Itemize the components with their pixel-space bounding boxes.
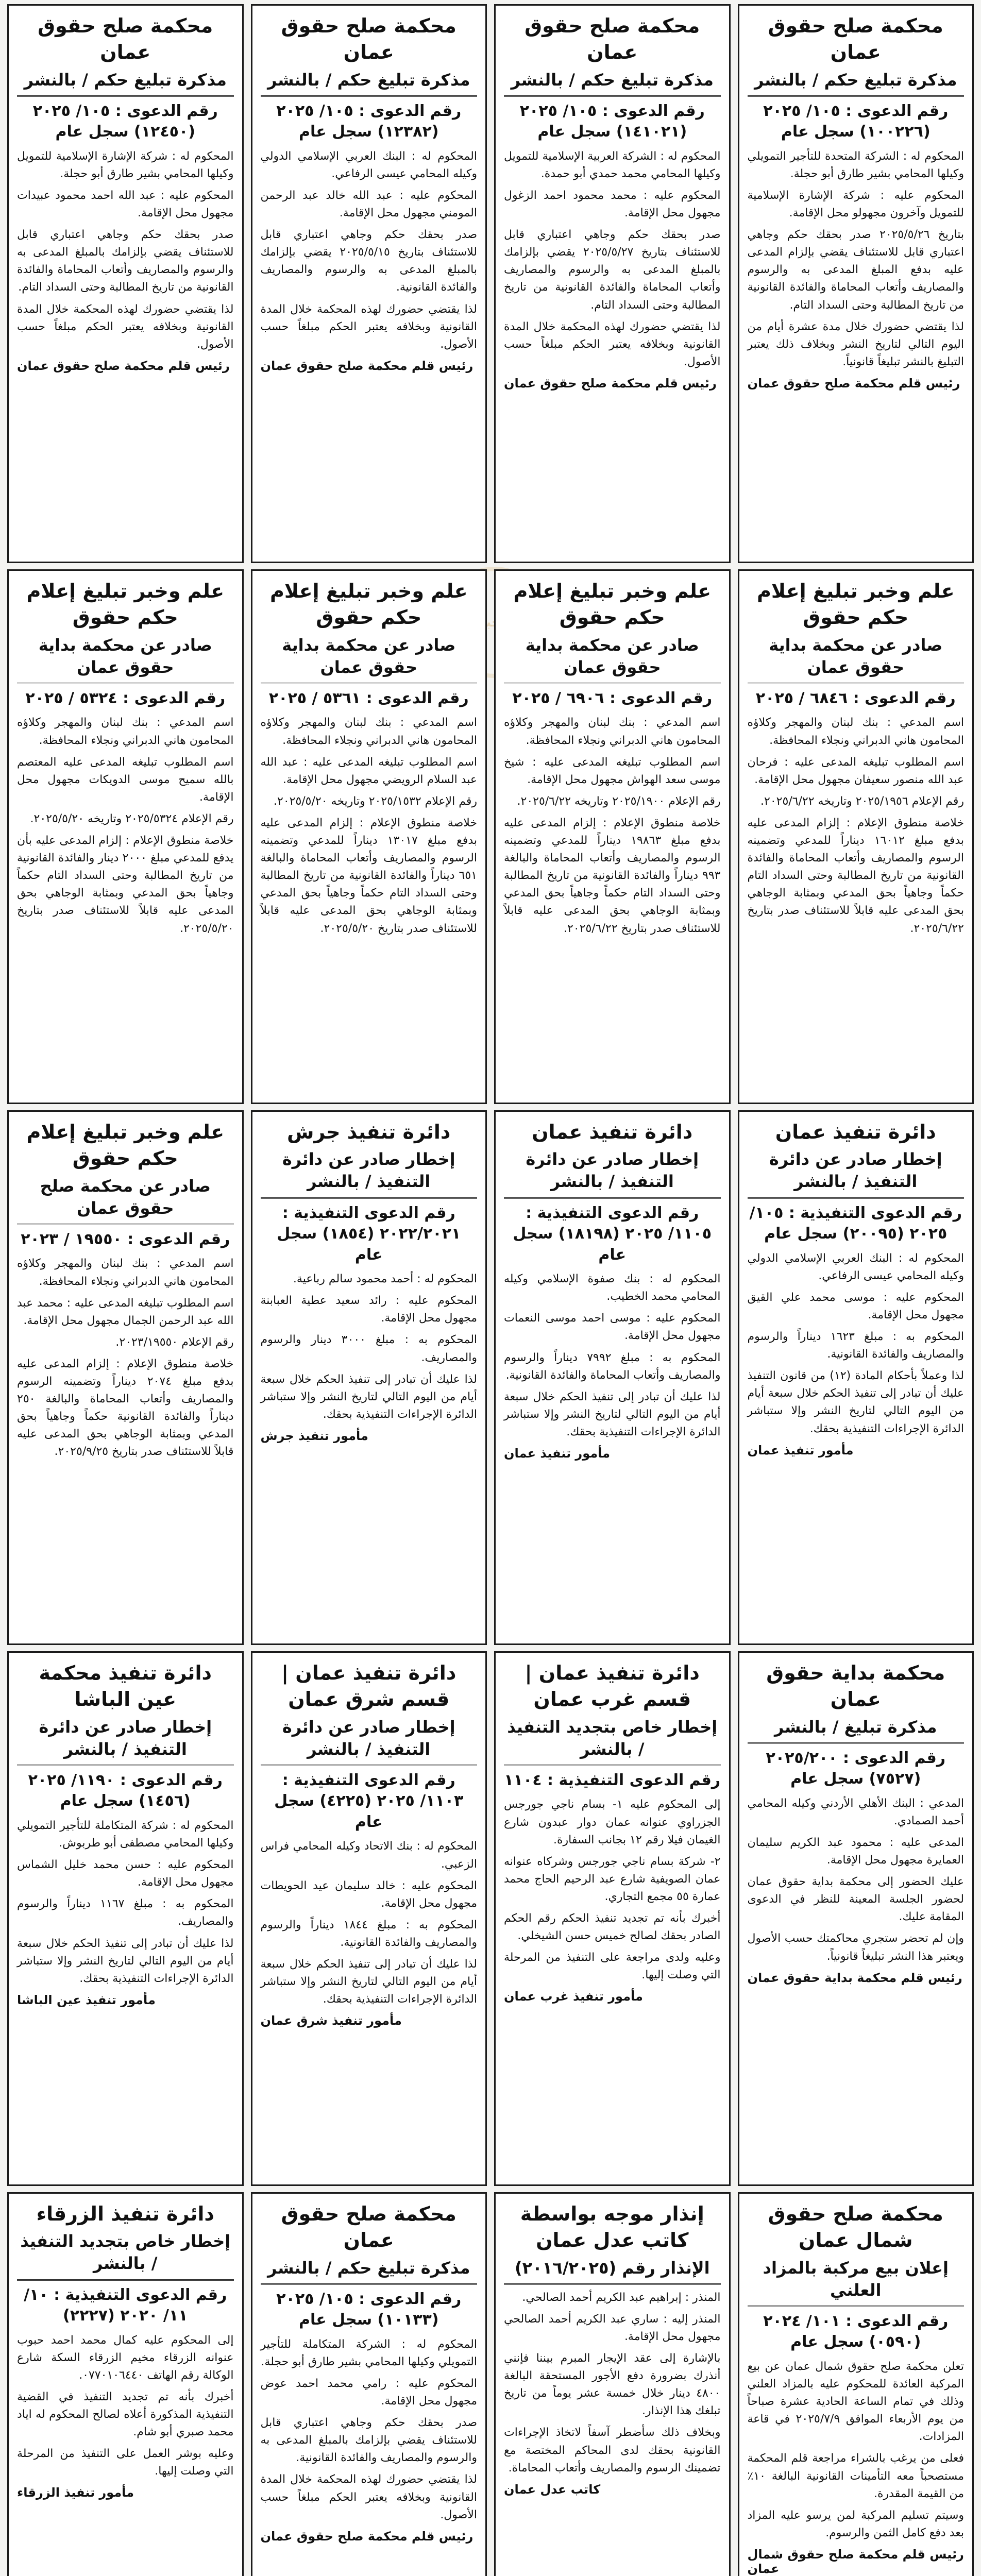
notice-case-number: رقم الدعوى : ١٠٥/ ٢٠٢٥ (١٢٣٨٢) سجل عام bbox=[276, 101, 462, 141]
notice-court: دائرة تنفيذ عمان | قسم شرق عمان bbox=[281, 1662, 456, 1711]
notice-paragraph: أخبرك بأنه تم تجديد التنفيذ في القضية التنفيذية المذكورة أعلاه لصالح المحكوم له اياد محمد صبري أبو شام. bbox=[17, 2390, 234, 2439]
notice-paragraph: وعليه بوشر العمل على التنفيذ من المرحلة التي وصلت إليها. bbox=[17, 2447, 234, 2478]
notice-body bbox=[261, 148, 478, 353]
notice-paragraph: المنذر : إبراهيم عبد الكريم أحمد الصالحي. bbox=[522, 2291, 721, 2304]
legal-notice bbox=[7, 1110, 244, 1645]
notice-paragraph: المحكوم عليه : رائد سعيد عطية العبابنة مجهول محل الإقامة. bbox=[260, 1294, 477, 1325]
legal-notice bbox=[738, 1651, 974, 2186]
notice-paragraph: لذا يقتضي حضورك لهذه المحكمة خلال المدة القانونية وبخلافه يعتبر الحكم مبلغاً حسب الأصول. bbox=[504, 320, 721, 368]
notice-paragraph: المدعى عليه : محمود عبد الكريم سليمان العمايرة مجهول محل الإقامة. bbox=[747, 1836, 964, 1867]
notice-court: دائرة تنفيذ عمان | قسم غرب عمان bbox=[525, 1662, 700, 1711]
notice-paragraph: اسم المطلوب تبليغه المدعى عليه المعتصم بالله سميح موسى الدويكات مجهول محل الإقامة. bbox=[17, 755, 234, 804]
notice-type: إخطار صادر عن دائرة التنفيذ / بالنشر bbox=[504, 1148, 721, 1198]
notice-court: محكمة بداية حقوق عمان bbox=[766, 1662, 945, 1711]
notice-paragraph: المحكوم به : مبلغ ١٦٢٣ ديناراً والرسوم والمصاريف والفائدة القانونية. bbox=[747, 1330, 964, 1361]
notice-case-number: رقم الدعوى : ٢٠٢٥/٢٠٠ (٧٥٢٧) سجل عام bbox=[766, 1749, 946, 1788]
notice-paragraph: لذا عليك أن تبادر إلى تنفيذ الحكم خلال سبعة أيام من اليوم التالي لتاريخ النشر وإلا ستباشر الدائرة الإجراءات التنفيذية بحقك. bbox=[260, 1372, 477, 1421]
notice-signature: رئيس قلم محكمة بداية حقوق عمان bbox=[747, 1970, 962, 1985]
notice-paragraph: المحكوم له : البنك العربي الإسلامي الدولي وكيله المحامي عيسى الرفاعي. bbox=[747, 1251, 964, 1282]
notice-court: إنذار موجه بواسطة كاتب عدل عمان bbox=[520, 2202, 704, 2252]
notice-paragraph: لذا يقتضي حضورك خلال مدة عشرة أيام من اليوم التالي لتاريخ النشر وبخلاف ذلك يعتبر التبليغ بالنشر تبليغاً قانونياً. bbox=[747, 320, 964, 368]
notice-body bbox=[748, 1795, 965, 1965]
notice-body bbox=[504, 714, 721, 937]
notice-paragraph: وإن لم تحضر ستجري محاكمتك حسب الأصول ويعتبر هذا النشر تبليغاً قانونياً. bbox=[747, 1932, 964, 1963]
legal-notice bbox=[738, 569, 974, 1104]
legal-notice bbox=[251, 2192, 487, 2576]
notice-court: علم وخبر تبليغ إعلام حكم حقوق bbox=[756, 580, 955, 629]
legal-notice bbox=[251, 1110, 487, 1645]
notice-paragraph: اسم المدعي : بنك لبنان والمهجر وكلاؤه المحامون هاني الدبراني ونجلاء المحافظة. bbox=[747, 716, 964, 747]
notice-paragraph: صدر بحقك حكم وجاهي اعتباري قابل للاستئناف بتاريخ ٢٠٢٥/٥/١٥ يقضي بإلزامك بالمبلغ المدعى به والرسوم والمصاريف والفائدة القانونية. bbox=[260, 228, 477, 294]
notice-type: صادر عن محكمة بداية حقوق عمان bbox=[17, 634, 234, 684]
legal-notice bbox=[494, 1110, 731, 1645]
legal-notice bbox=[494, 4, 731, 563]
notice-paragraph: اسم المدعي : بنك لبنان والمهجر وكلاؤه المحامون هاني الدبراني ونجلاء المحافظة. bbox=[504, 716, 721, 747]
notice-paragraph: المحكوم له : بنك صفوة الإسلامي وكيله المحامي محمد الخطيب. bbox=[504, 1273, 721, 1303]
notice-paragraph: صدر بحقك حكم وجاهي اعتباري قابل للاستئناف يقضي بإلزامك بالمبلغ المدعى به والرسوم والمصاريف وأتعاب المحاماة والفائدة القانونية من تاريخ المطالبة وحتى السداد التام. bbox=[17, 228, 234, 294]
notice-type: إخطار صادر عن دائرة التنفيذ / بالنشر bbox=[261, 1148, 478, 1198]
notice-paragraph: اسم المطلوب تبليغه المدعى عليه : شيخ موسى سعد الهواش مجهول محل الإقامة. bbox=[504, 755, 721, 786]
notice-type: صادر عن محكمة صلح حقوق عمان bbox=[17, 1175, 234, 1225]
notice-paragraph: المحكوم له : الشركة المتحدة للتأجير التمويلي وكيلها المحامي بشير طارق أبو حجلة. bbox=[747, 149, 964, 180]
notice-case-number: رقم الدعوى التنفيذية : ١١٠٥/ ٢٠٢٥ (١٨١٩٨) سجل عام bbox=[513, 1204, 712, 1264]
notice-signature: رئيس قلم محكمة صلح حقوق عمان bbox=[260, 2529, 473, 2544]
notice-paragraph: المحكوم له : البنك العربي الإسلامي الدولي وكيله المحامي عيسى الرفاعي. bbox=[260, 149, 477, 180]
legal-notice bbox=[494, 569, 731, 1104]
notice-paragraph: المحكوم عليه : محمد محمود احمد الزغول مجهول محل الإقامة. bbox=[504, 189, 721, 220]
notice-signature: مأمور تنفيذ شرق عمان bbox=[260, 2013, 402, 2028]
notice-paragraph: المحكوم له : أحمد محمود سالم رباعية. bbox=[293, 1273, 477, 1286]
notice-signature: مأمور تنفيذ جرش bbox=[260, 1428, 368, 1443]
notice-type: إعلان بيع مركبة بالمزاد العلني bbox=[748, 2257, 965, 2307]
notice-body bbox=[504, 1270, 721, 1441]
notice-court: دائرة تنفيذ عمان bbox=[532, 1121, 693, 1143]
notice-body bbox=[17, 1817, 234, 1988]
notice-case-number: رقم الدعوى التنفيذية : ١٠/ ١١/ ٢٠٢٠ (٢٢٢٧) bbox=[24, 2285, 227, 2325]
notice-paragraph: لذا يقتضي حضورك لهذه المحكمة خلال المدة القانونية وبخلافه يعتبر الحكم مبلغاً حسب الأصول. bbox=[260, 2473, 477, 2521]
notice-body bbox=[748, 148, 965, 371]
notice-type: إخطار خاص بتجديد التنفيذ / بالنشر bbox=[17, 2230, 234, 2280]
notice-type: صادر عن محكمة بداية حقوق عمان bbox=[504, 634, 721, 684]
notice-paragraph: المدعي : البنك الأهلي الأردني وكيله المحامي أحمد الصمادي. bbox=[747, 1797, 964, 1827]
notice-paragraph: لذا يقتضي حضورك لهذه المحكمة خلال المدة القانونية وبخلافه يعتبر الحكم مبلغاً حسب الأصول. bbox=[260, 302, 477, 351]
notice-paragraph: خلاصة منطوق الإعلام : إلزام المدعى عليه بدفع مبلغ ١٩٨٦٣ ديناراً للمدعي وتضمينه الرسوم والمصاريف وأتعاب المحاماة والبالغة ٩٩٣ ديناراً والفائدة القانونية من تاريخ المطالبة وحتى السداد التام حكماً وجاهياً بحق المدعي وبمثابة الوجاهي بحق المدعى عليه قابلاً للاستئناف صدر بتاريخ ٢٠٢٥/٦/٢٢. bbox=[504, 816, 721, 935]
notice-paragraph: المحكوم عليه : رامي محمد احمد عوض مجهول محل الإقامة. bbox=[260, 2377, 477, 2408]
notice-body bbox=[748, 2358, 965, 2542]
notice-paragraph: رقم الإعلام ٢٠٢٥/١٩٠٠ وتاريخه ٢٠٢٥/٦/٢٢. bbox=[517, 794, 721, 808]
notice-body bbox=[17, 148, 234, 353]
legal-notice bbox=[494, 2192, 731, 2576]
notice-paragraph: وسيتم تسليم المركبة لمن يرسو عليه المزاد بعد دفع كامل الثمن والرسوم. bbox=[747, 2509, 964, 2539]
notice-case-number: رقم الدعوى : ١٩٥٥٠ / ٢٠٢٣ bbox=[21, 1230, 230, 1248]
notice-court: محكمة صلح حقوق عمان bbox=[768, 14, 943, 64]
notice-court: محكمة صلح حقوق عمان bbox=[281, 2202, 456, 2252]
notices-row bbox=[7, 2192, 974, 2576]
notice-paragraph: المحكوم عليه : عبد الله احمد محمود عبيدات مجهول محل الإقامة. bbox=[17, 189, 234, 220]
notice-signature: مأمور تنفيذ عمان bbox=[504, 1446, 611, 1461]
notice-paragraph: المحكوم له : بنك الاتحاد وكيله المحامي فراس الزعبي. bbox=[260, 1840, 477, 1871]
notices-row bbox=[7, 1110, 974, 1645]
notice-paragraph: المحكوم به : مبلغ ٣٠٠٠ دينار والرسوم والمصاريف. bbox=[260, 1333, 478, 1364]
notice-court: علم وخبر تبليغ إعلام حكم حقوق bbox=[26, 1121, 225, 1170]
notice-paragraph: إلى المحكوم عليه ١- بسام ناجي جورجس الجزراوي عنوانه عمان دوار عبدون شارع الغيمان فيلا رقم ١٢ بجانب السفارة. bbox=[504, 1798, 721, 1846]
notice-type: إخطار صادر عن دائرة التنفيذ / بالنشر bbox=[748, 1148, 965, 1198]
notice-body bbox=[261, 2336, 478, 2524]
notice-type: إخطار صادر عن دائرة التنفيذ / بالنشر bbox=[17, 1716, 234, 1766]
notice-court: محكمة صلح حقوق عمان bbox=[281, 14, 456, 64]
notice-case-number: رقم الدعوى : ١٠٥/ ٢٠٢٥ (١٠١٣٣) سجل عام bbox=[276, 2290, 462, 2329]
notice-paragraph: خلاصة منطوق الإعلام : إلزام المدعى عليه بأن يدفع للمدعي مبلغ ٢٠٠٠ دينار والفائدة القانونية من تاريخ المطالبة وحتى السداد التام حكماً وجاهياً بحق المدعي وبمثابة الوجاهي بحق المدعى عليه قابلاً للاستئناف صدر بتاريخ ٢٠٢٥/٥/٢٠. bbox=[17, 834, 234, 935]
notice-paragraph: خلاصة منطوق الإعلام : إلزام المدعى عليه بدفع مبلغ ١٦٠١٢ ديناراً للمدعي وتضمينه الرسوم والمصاريف وأتعاب المحاماة والفائدة القانونية من تاريخ المطالبة وحتى السداد التام حكماً وجاهياً بحق المدعي وبمثابة الوجاهي بحق المدعى عليه قابلاً للاستئناف صدر بتاريخ ٢٠٢٥/٦/٢٢. bbox=[747, 816, 964, 935]
notice-court: محكمة صلح حقوق عمان bbox=[38, 14, 213, 64]
notices-row bbox=[7, 1651, 974, 2186]
notice-paragraph: اسم المدعي : بنك لبنان والمهجر وكلاؤه المحامون هاني الدبراني ونجلاء المحافظة. bbox=[17, 716, 234, 747]
legal-notice bbox=[738, 2192, 974, 2576]
notice-signature: رئيس قلم محكمة صلح حقوق عمان bbox=[747, 376, 960, 391]
notice-paragraph: المحكوم عليه : عبد الله خالد عبد الرحمن المومني مجهول محل الإقامة. bbox=[260, 189, 477, 220]
notice-type: صادر عن محكمة بداية حقوق عمان bbox=[748, 634, 965, 684]
notice-signature: مأمور تنفيذ غرب عمان bbox=[504, 1989, 643, 2004]
legal-notice bbox=[738, 4, 974, 563]
notice-paragraph: لذا عليك أن تبادر إلى تنفيذ الحكم خلال سبعة أيام من اليوم التالي لتاريخ النشر وإلا ستباشر الدائرة الإجراءات التنفيذية بحقك. bbox=[260, 1958, 477, 2006]
notice-paragraph: المحكوم له : شركة الإشارة الإسلامية للتمويل وكيلها المحامي بشير طارق أبو حجلة. bbox=[17, 149, 234, 180]
notice-type: إخطار صادر عن دائرة التنفيذ / بالنشر bbox=[261, 1716, 478, 1766]
notice-paragraph: المنذر إليه : ساري عبد الكريم أحمد الصالحي مجهول محل الإقامة. bbox=[504, 2312, 721, 2343]
notice-paragraph: عليك الحضور إلى محكمة بداية حقوق عمان لحضور الجلسة المعينة للنظر في الدعوى المقامة عليك. bbox=[747, 1875, 964, 1924]
notice-case-number: رقم الدعوى : ٦٨٤٦ / ٢٠٢٥ bbox=[755, 689, 956, 707]
notice-paragraph: فعلى من يرغب بالشراء مراجعة قلم المحكمة مستصحباً معه التأمينات القانونية البالغة ١٠٪ من القيمة المقدرة. bbox=[747, 2452, 964, 2500]
notice-paragraph: لذا عليك أن تبادر إلى تنفيذ الحكم خلال سبعة أيام من اليوم التالي لتاريخ النشر وإلا ستباشر الدائرة الإجراءات التنفيذية بحقك. bbox=[504, 1390, 721, 1438]
notice-body bbox=[17, 2332, 234, 2481]
notice-case-number: رقم الدعوى التنفيذية : ١١٠٣/ ٢٠٢٥ (٤٢٢٥) سجل عام bbox=[274, 1771, 464, 1831]
notice-body bbox=[504, 2289, 721, 2477]
notice-signature: مأمور تنفيذ الزرقاء bbox=[17, 2485, 134, 2500]
notice-paragraph: المحكوم به : مبلغ ١٨٤٤ ديناراً والرسوم والمصاريف والفائدة القانونية. bbox=[260, 1918, 477, 1949]
notice-type: مذكرة تبليغ حكم / بالنشر bbox=[504, 69, 721, 97]
notice-body bbox=[261, 1270, 478, 1423]
notice-type: إخطار خاص بتجديد التنفيذ / بالنشر bbox=[504, 1716, 721, 1766]
legal-notice bbox=[251, 569, 487, 1104]
notice-paragraph: ٢- شركة بسام ناجي جورجس وشركاه عنوانه عمان الصويفية شارع عبد الرحيم الحاج محمد عمارة ٥٥ مجمع التجاري. bbox=[504, 1855, 721, 1903]
notice-signature: رئيس قلم محكمة صلح حقوق عمان bbox=[17, 358, 230, 373]
legal-notice bbox=[7, 1651, 244, 2186]
notice-type: مذكرة تبليغ حكم / بالنشر bbox=[261, 2257, 478, 2285]
notice-paragraph: تعلن محكمة صلح حقوق شمال عمان عن بيع المركبة العائدة للمحكوم عليه بالمزاد العلني وذلك في تمام الساعة الحادية عشرة صباحاً من يوم الأربعاء الموافق ٢٠٢٥/٧/٩ في قاعة المزادات. bbox=[747, 2360, 964, 2444]
notice-body bbox=[504, 148, 721, 371]
notice-paragraph: المحكوم عليه : خالد سليمان عيد الحويطات مجهول محل الإقامة. bbox=[260, 1879, 477, 1910]
notice-paragraph: وبخلاف ذلك سأضطر آسفاً لاتخاذ الإجراءات القانونية بحقك لدى المحاكم المختصة مع تضمينك الرسوم والمصاريف وأتعاب المحاماة. bbox=[504, 2426, 721, 2475]
legal-notice bbox=[494, 1651, 731, 2186]
notice-paragraph: بتاريخ ٢٠٢٥/٥/٢٦ صدر بحقك حكم وجاهي اعتباري قابل للاستئناف يقضي بإلزام المدعى عليه بدفع المبلغ المدعى به والرسوم والمصاريف وأتعاب المحاماة والفائدة القانونية من تاريخ المطالبة وحتى السداد التام. bbox=[747, 228, 964, 312]
notice-case-number: رقم الدعوى : ١١٩٠/ ٢٠٢٥ (١٤٥٦) سجل عام bbox=[28, 1771, 223, 1810]
notice-case-number: رقم الدعوى التنفيذية : ٢٠٢٢/٢٠٢١ (١٨٥٤) سجل عام bbox=[277, 1204, 461, 1264]
notice-paragraph: إلى المحكوم عليه كمال محمد احمد حبوب عنوانه الزرقاء مخيم الزرقاء السكة شارع الوكالة رقم الهاتف ٠٧٧٠١٠٦٤٤٠. bbox=[17, 2333, 234, 2382]
legal-notice bbox=[7, 2192, 244, 2576]
notice-case-number: رقم الدعوى : ١٠٥/ ٢٠٢٥ (١٤١٠٢١) سجل عام bbox=[519, 101, 705, 141]
notice-court: دائرة تنفيذ الزرقاء bbox=[36, 2202, 214, 2225]
notice-signature: رئيس قلم محكمة صلح حقوق عمان bbox=[260, 358, 473, 373]
notice-court: علم وخبر تبليغ إعلام حكم حقوق bbox=[269, 580, 468, 629]
notice-case-number: رقم الدعوى التنفيذية : ١١٠٤ bbox=[504, 1771, 721, 1789]
notice-type: صادر عن محكمة بداية حقوق عمان bbox=[261, 634, 478, 684]
notice-paragraph: صدر بحقك حكم وجاهي اعتباري قابل للاستئناف بتاريخ ٢٠٢٥/٥/٢٧ يقضي بإلزامك بالمبلغ المدعى به والرسوم والمصاريف وأتعاب المحاماة والفائدة القانونية من تاريخ المطالبة وحتى السداد التام. bbox=[504, 228, 721, 312]
notice-type: مذكرة تبليغ حكم / بالنشر bbox=[261, 69, 478, 97]
notice-case-number: رقم الدعوى : ١٠٥/ ٢٠٢٥ (١٢٤٥٠) سجل عام bbox=[32, 101, 218, 141]
notice-signature: رئيس قلم محكمة صلح حقوق شمال عمان bbox=[747, 2547, 964, 2576]
notice-signature: رئيس قلم محكمة صلح حقوق عمان bbox=[504, 376, 717, 391]
notice-body bbox=[17, 1255, 234, 1461]
notice-paragraph: المحكوم له : الشركة المتكاملة للتأجير التمويلي وكيلها المحامي بشير طارق أبو حجلة. bbox=[260, 2337, 477, 2368]
notice-paragraph: المحكوم عليه : شركة الإشارة الإسلامية للتمويل وآخرون مجهولو محل الإقامة. bbox=[747, 189, 964, 220]
legal-notice bbox=[7, 4, 244, 563]
notice-court: دائرة تنفيذ محكمة عين الباشا bbox=[39, 1662, 212, 1711]
notice-case-number: رقم الدعوى : ٦٩٠٦ / ٢٠٢٥ bbox=[512, 689, 713, 707]
notice-type: مذكرة تبليغ حكم / بالنشر bbox=[17, 69, 234, 97]
notice-signature: مأمور تنفيذ عين الباشا bbox=[17, 1992, 156, 2007]
notice-signature: كاتب عدل عمان bbox=[504, 2482, 601, 2497]
notice-body bbox=[504, 1796, 721, 1984]
notice-body bbox=[261, 1838, 478, 2008]
notices-row bbox=[7, 4, 974, 563]
notice-type: مذكرة تبليغ / بالنشر bbox=[748, 1716, 965, 1744]
notice-signature: مأمور تنفيذ عمان bbox=[747, 1443, 854, 1458]
legal-notice bbox=[251, 4, 487, 563]
notice-paragraph: خلاصة منطوق الإعلام : إلزام المدعى عليه بدفع مبلغ ٢٠٧٤ ديناراً وتضمينه الرسوم والمصاريف وأتعاب المحاماة والبالغة ٢٥٠ ديناراً والفائدة القانونية حكماً وجاهياً بحق المدعي وبمثابة الوجاهي بحق المدعى عليه قابلاً للاستئناف صدر بتاريخ ٢٠٢٥/٩/٢٥. bbox=[17, 1357, 234, 1459]
notice-paragraph: اسم المطلوب تبليغه المدعى عليه : محمد عبد الله عبد الرحمن الجمال مجهول محل الإقامة. bbox=[17, 1296, 234, 1327]
notice-paragraph: المحكوم له : شركة المتكاملة للتأجير التمويلي وكيلها المحامي مصطفى أبو طربوش. bbox=[17, 1819, 234, 1850]
notice-paragraph: رقم الإعلام ٢٠٢٥/١٥٣٢ وتاريخه ٢٠٢٥/٥/٢٠. bbox=[274, 794, 477, 808]
notice-paragraph: المحكوم له : الشركة العربية الإسلامية للتمويل وكيلها المحامي محمد حمدي أبو حمدة. bbox=[504, 149, 721, 180]
notices-row bbox=[7, 569, 974, 1104]
legal-notice bbox=[738, 1110, 974, 1645]
notice-paragraph: المحكوم به : مبلغ ١١٦٧ ديناراً والرسوم والمصاريف. bbox=[17, 1897, 234, 1928]
notice-paragraph: المحكوم عليه : موسى محمد علي القيق مجهول محل الإقامة. bbox=[747, 1291, 964, 1321]
notice-paragraph: المحكوم به : مبلغ ٧٩٩٢ ديناراً والرسوم والمصاريف وأتعاب المحاماة والفائدة القانونية. bbox=[504, 1351, 721, 1382]
notice-paragraph: رقم الإعلام ٢٠٢٣/١٩٥٥٠. bbox=[115, 1335, 234, 1349]
notice-body bbox=[748, 714, 965, 937]
notice-paragraph: صدر بحقك حكم وجاهي اعتباري قابل للاستئناف يقضي بإلزامك بالمبلغ المدعى به والرسوم والمصاريف والفائدة القانونية. bbox=[260, 2416, 477, 2465]
legal-notice bbox=[7, 569, 244, 1104]
notice-paragraph: لذا عليك أن تبادر إلى تنفيذ الحكم خلال سبعة أيام من اليوم التالي لتاريخ النشر وإلا ستباشر الدائرة الإجراءات التنفيذية بحقك. bbox=[17, 1937, 234, 1985]
notice-paragraph: المحكوم عليه : حسن محمد خليل الشماس مجهول محل الإقامة. bbox=[17, 1858, 234, 1889]
notice-paragraph: رقم الإعلام ٢٠٢٥/١٩٥٦ وتاريخه ٢٠٢٥/٦/٢٢. bbox=[760, 794, 964, 808]
notice-paragraph: لذا يقتضي حضورك لهذه المحكمة خلال المدة القانونية وبخلافه يعتبر الحكم مبلغاً حسب الأصول. bbox=[17, 302, 234, 351]
notice-paragraph: رقم الإعلام ٢٠٢٥/٥٣٢٤ وتاريخه ٢٠٢٥/٥/٢٠. bbox=[30, 812, 234, 825]
notice-case-number: رقم الدعوى : ١٠١/ ٢٠٢٤ (٠٥٩٠) سجل عام bbox=[763, 2312, 949, 2351]
notice-case-number: رقم الدعوى : ٥٣٢٤ / ٢٠٢٥ bbox=[25, 689, 226, 707]
notice-case-number: رقم الدعوى : ١٠٥/ ٢٠٢٥ (١٠٠٢٢٦) سجل عام bbox=[763, 101, 949, 141]
notice-court: دائرة تنفيذ جرش bbox=[287, 1121, 451, 1143]
notice-court: محكمة صلح حقوق شمال عمان bbox=[768, 2202, 943, 2252]
notice-paragraph: المحكوم عليه : موسى احمد موسى النعمات مجهول محل الإقامة. bbox=[504, 1312, 721, 1343]
notice-paragraph: لذا وعملاً بأحكام المادة (١٢) من قانون التنفيذ عليك أن تبادر إلى تنفيذ الحكم خلال سبعة أيام من اليوم التالي لتاريخ النشر وإلا ستباشر الدائرة الإجراءات التنفيذية بحقك. bbox=[747, 1369, 964, 1435]
notice-paragraph: اسم المدعي : بنك لبنان والمهجر وكلاؤه المحامون هاني الدبراني ونجلاء المحافظة. bbox=[17, 1257, 234, 1288]
notice-paragraph: خلاصة منطوق الإعلام : إلزام المدعى عليه بدفع مبلغ ١٣٠١٧ ديناراً للمدعي وتضمينه الرسوم والمصاريف وأتعاب المحاماة والبالغة ٦٥١ ديناراً والفائدة القانونية من تاريخ المطالبة وحتى السداد التام حكماً وجاهياً بحق المدعي وبمثابة الوجاهي بحق المدعى عليه قابلاً للاستئناف صدر بتاريخ ٢٠٢٥/٥/٢٠. bbox=[260, 816, 477, 935]
notice-court: دائرة تنفيذ عمان bbox=[775, 1121, 936, 1143]
legal-notice bbox=[251, 1651, 487, 2186]
notice-body bbox=[748, 1250, 965, 1438]
notice-paragraph: اسم المطلوب تبليغه المدعى عليه : فرحان عبد الله منصور سعيفان مجهول محل الإقامة. bbox=[747, 755, 964, 786]
notice-body bbox=[17, 714, 234, 937]
notice-type: مذكرة تبليغ حكم / بالنشر bbox=[748, 69, 965, 97]
notice-court: علم وخبر تبليغ إعلام حكم حقوق bbox=[513, 580, 712, 629]
notice-paragraph: أخبرك بأنه تم تجديد تنفيذ الحكم رقم الحكم الصادر بحقك لصالح خميس حسن الشيخلي. bbox=[504, 1912, 721, 1943]
notice-paragraph: بالإشارة إلى عقد الإيجار المبرم بيننا فإنني أنذرك بضرورة دفع الأجور المستحقة البالغة ٤٨٠٠ دينار خلال خمسة عشر يوماً من تاريخ تبلغك هذا الإنذار. bbox=[504, 2352, 721, 2418]
notice-case-number: رقم الدعوى : ٥٣٦١ / ٢٠٢٥ bbox=[268, 689, 469, 707]
notice-court: محكمة صلح حقوق عمان bbox=[525, 14, 700, 64]
notice-case-number: رقم الدعوى التنفيذية : ١٠٥/ ٢٠٢٥ (٢٠٠٩٥) سجل عام bbox=[749, 1204, 962, 1243]
notice-paragraph: وعليه ولدى مراجعة على التنفيذ من المرحلة التي وصلت إليها. bbox=[504, 1951, 721, 1982]
notice-court: علم وخبر تبليغ إعلام حكم حقوق bbox=[26, 580, 225, 629]
notice-type: الإنذار رقم (٢٠١٦/٢٠٢٥) bbox=[504, 2257, 721, 2285]
notice-body bbox=[261, 714, 478, 937]
notice-paragraph: اسم المطلوب تبليغه المدعى عليه : عبد الله عبد السلام الرويضي مجهول محل الإقامة. bbox=[260, 755, 477, 786]
notice-paragraph: اسم المدعي : بنك لبنان والمهجر وكلاؤه المحامون هاني الدبراني ونجلاء المحافظة. bbox=[260, 716, 477, 747]
